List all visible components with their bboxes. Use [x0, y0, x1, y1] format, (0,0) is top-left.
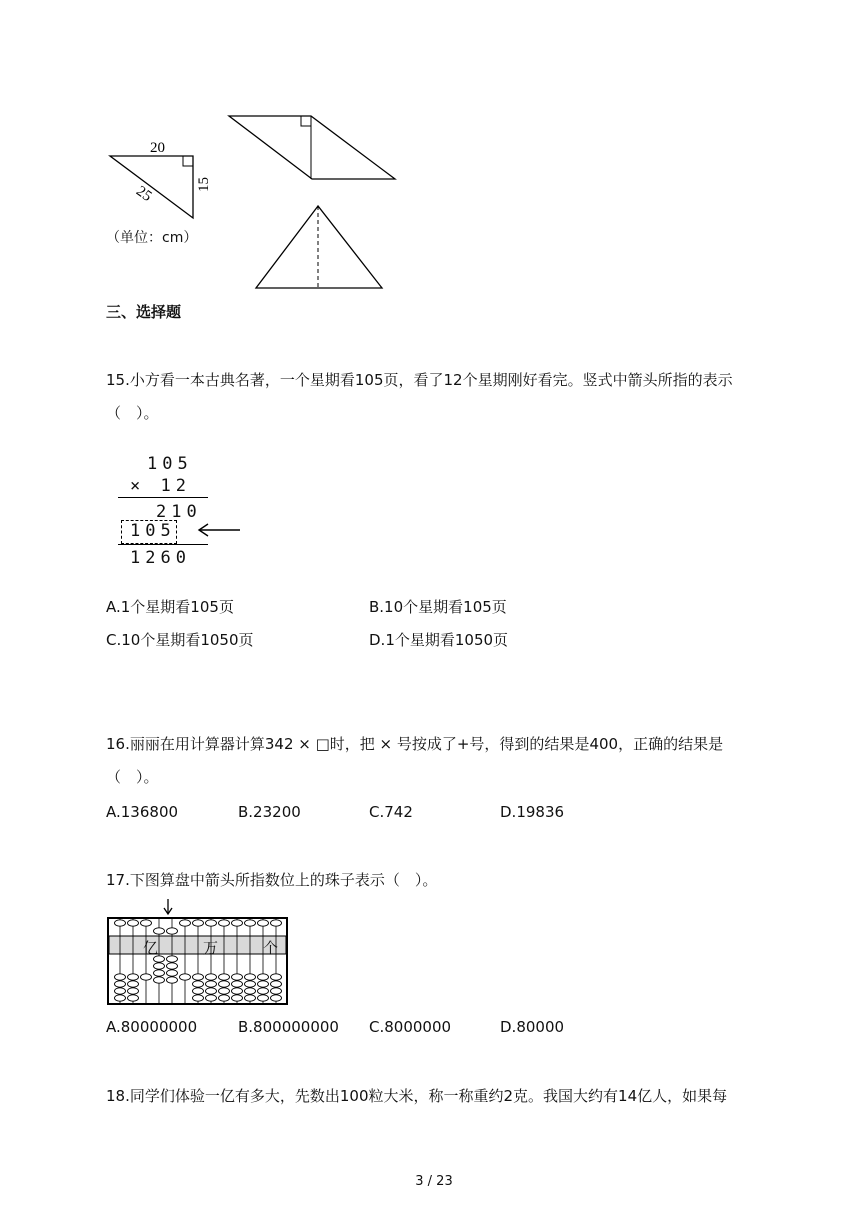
calc-row3: 210 [156, 502, 202, 522]
abacus-bead [180, 920, 191, 926]
abacus-label-yi: 亿 [143, 939, 159, 957]
abacus-bead [271, 988, 282, 994]
parallelogram-figure [225, 110, 400, 185]
abacus-bead [206, 974, 217, 980]
abacus-bead [245, 988, 256, 994]
abacus-bead [115, 988, 126, 994]
abacus-bead [219, 995, 230, 1001]
abacus-bead [167, 956, 178, 962]
abacus-bead [258, 920, 269, 926]
calc-row4: 105 [130, 521, 176, 541]
q15-text-line2: （ ）。 [106, 404, 159, 422]
calc-rule1 [118, 497, 208, 498]
q16-option-a[interactable]: A.136800 [106, 803, 179, 821]
triangle-top-label: 20 [150, 140, 165, 156]
abacus-bead [232, 988, 243, 994]
abacus-bead [258, 981, 269, 987]
abacus-bead [128, 974, 139, 980]
abacus-rods [115, 919, 282, 1003]
unit-note: （单位：cm） [106, 230, 198, 246]
triangle-side-label: 15 [196, 177, 212, 192]
abacus-bead [167, 963, 178, 969]
left-arrow-icon [196, 522, 242, 538]
q17-option-b[interactable]: B.800000000 [238, 1018, 339, 1036]
abacus-bead [180, 974, 191, 980]
abacus-bead [154, 928, 165, 934]
abacus-bead [219, 974, 230, 980]
abacus-bead [128, 988, 139, 994]
abacus-bead [193, 974, 204, 980]
isosceles-triangle-figure [250, 200, 390, 295]
abacus-bead [258, 988, 269, 994]
right-triangle-figure [100, 130, 230, 230]
abacus-bead [115, 974, 126, 980]
abacus-bead [167, 970, 178, 976]
abacus-bead [206, 995, 217, 1001]
abacus-bead [193, 988, 204, 994]
q16-option-d[interactable]: D.19836 [500, 803, 565, 821]
abacus-bead [219, 981, 230, 987]
abacus-bead [167, 977, 178, 983]
abacus-bead [232, 995, 243, 1001]
abacus-bead [167, 928, 178, 934]
abacus-bead [271, 920, 282, 926]
abacus-bead [154, 963, 165, 969]
abacus-bead [232, 981, 243, 987]
abacus-bead [193, 981, 204, 987]
abacus-bead [245, 995, 256, 1001]
q16-text-line2: （ ）。 [106, 768, 159, 786]
abacus-bead [193, 995, 204, 1001]
calc-row5: 1260 [130, 548, 191, 568]
abacus-bead [258, 974, 269, 980]
abacus-bead [245, 981, 256, 987]
abacus-bead [115, 920, 126, 926]
abacus-bead [271, 995, 282, 1001]
abacus-bead [141, 920, 152, 926]
abacus-bead [141, 974, 152, 980]
q15-text-line1: 15.小方看一本古典名著，一个星期看105页，看了12个星期刚好看完。竖式中箭头所指的表示 [106, 371, 733, 389]
abacus-bead [271, 974, 282, 980]
abacus-bead [128, 995, 139, 1001]
page-number: 3 / 23 [415, 1174, 453, 1189]
q16-option-c[interactable]: C.742 [369, 803, 413, 821]
q16-text-line1: 16.丽丽在用计算器计算342 × □时，把 × 号按成了+号，得到的结果是400，正确的结果是 [106, 735, 724, 753]
q17-option-c[interactable]: C.8000000 [369, 1018, 452, 1036]
section-title: 三、选择题 [106, 303, 182, 321]
vertical-multiplication [110, 452, 250, 572]
q17-option-a[interactable]: A.80000000 [106, 1018, 198, 1036]
abacus-bead [271, 981, 282, 987]
abacus-bead [232, 974, 243, 980]
triangle-hyp-label: 25 [133, 183, 155, 205]
abacus-bead [193, 920, 204, 926]
q17-text-line1: 17.下图算盘中箭头所指数位上的珠子表示（ ）。 [106, 871, 438, 889]
q18-text-line1: 18.同学们体验一亿有多大，先数出100粒大米，称一称重约2克。我国大约有14亿人，如果每 [106, 1087, 728, 1105]
abacus-bead [219, 920, 230, 926]
abacus-bead [245, 920, 256, 926]
q15-option-d[interactable]: D.1个星期看1050页 [369, 631, 509, 649]
abacus-bead [128, 981, 139, 987]
abacus-bead [206, 988, 217, 994]
abacus-bead [206, 920, 217, 926]
abacus-bead [232, 920, 243, 926]
q17-option-d[interactable]: D.80000 [500, 1018, 565, 1036]
abacus-bead [128, 920, 139, 926]
q15-option-b[interactable]: B.10个星期看105页 [369, 598, 507, 616]
abacus-label-ge: 个 [263, 939, 279, 957]
q16-option-b[interactable]: B.23200 [238, 803, 301, 821]
abacus-bead [154, 977, 165, 983]
q15-option-c[interactable]: C.10个星期看1050页 [106, 631, 254, 649]
abacus-bead [245, 974, 256, 980]
abacus-label-wan: 万 [203, 939, 219, 957]
q15-option-a[interactable]: A.1个星期看105页 [106, 598, 234, 616]
abacus-bead [206, 981, 217, 987]
abacus-bead [115, 995, 126, 1001]
calc-row2: × 12 [130, 476, 191, 496]
abacus-bead [219, 988, 230, 994]
calc-row1: 105 [147, 454, 193, 474]
calc-rule2 [118, 544, 208, 545]
abacus-bead [154, 970, 165, 976]
abacus-bead [258, 995, 269, 1001]
abacus-bead [115, 981, 126, 987]
